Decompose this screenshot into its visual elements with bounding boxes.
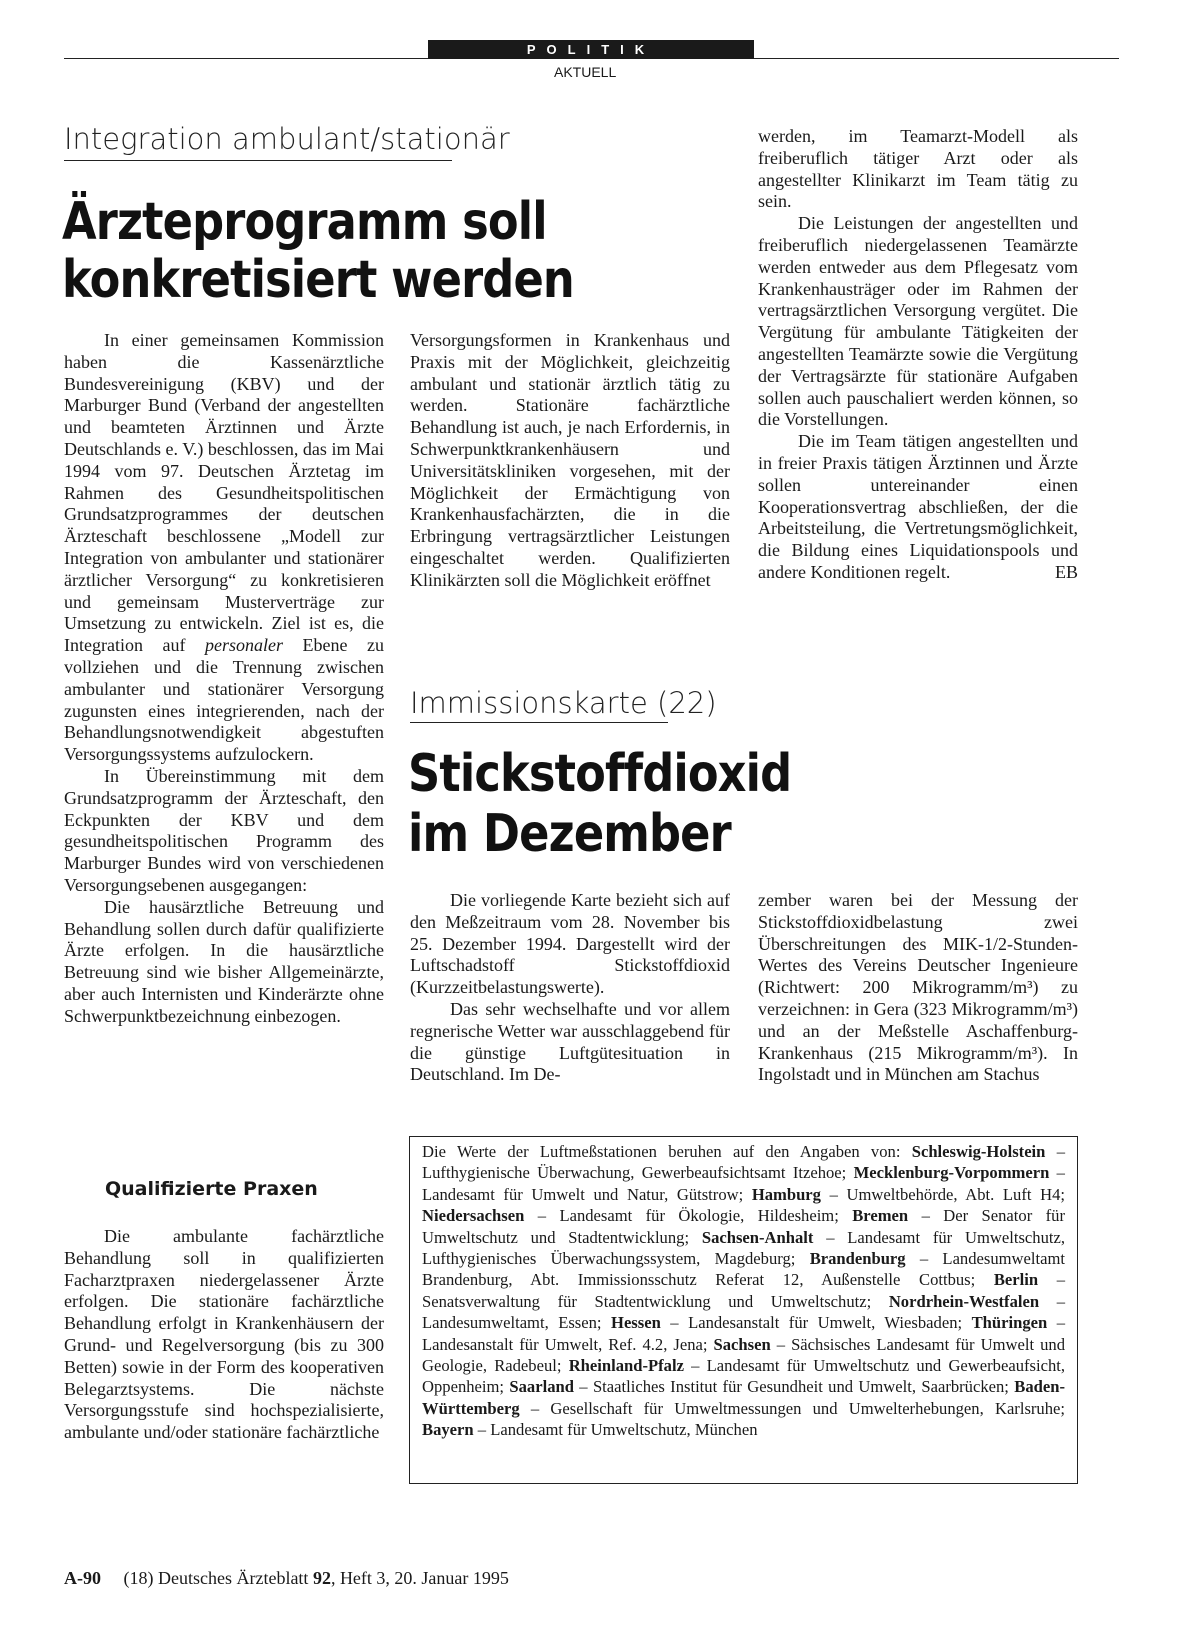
source-state: Brandenburg — [809, 1249, 906, 1269]
source-agency: – Landesamt für Ökologie, Hildesheim; — [524, 1206, 853, 1226]
article1-paragraph: In Übereinstimmung mit dem Grundsatzprogramm der Ärzteschaft, den Eckpunkten der KBV und dem gesundheitspolitischen Programm des Marburger Bundes wird von verschiedenen Versorgungsebenen ausgegangen: — [64, 765, 384, 895]
sources-list — [422, 1142, 1065, 1439]
article2-paragraph: Das sehr wechselhafte und vor allem regnerische Wetter war ausschlaggebend für die günstige Luftgütesituation in Deutschland. Im De- — [410, 998, 730, 1085]
source-agency: – Senatsverwaltung für Stadtentwicklung und Umweltschutz; — [422, 1270, 1066, 1311]
article2-headline-line2: im Dezember — [408, 804, 731, 864]
volume-number: 92 — [312, 1568, 331, 1588]
page-number: A-90 — [64, 1568, 101, 1588]
article1-paragraph: Die hausärztliche Betreuung und Behandlung sollen durch dafür qualifizierte Ärzte erfolgen. In die hausärztliche Betreuung sind wie bisher Allgemeinärzte, aber auch Internisten und Kinderärzte ohne Schwerpunktbezeichnung einbezogen. — [64, 896, 384, 1026]
source-agency: – Umweltbehörde, Abt. Luft H4; — [820, 1184, 1065, 1204]
source-state: Niedersachsen — [422, 1206, 525, 1226]
article2-headline-line1: Stickstoffdioxid — [408, 744, 792, 804]
source-state: Sachsen — [713, 1334, 771, 1354]
source-state: Rheinland-Pfalz — [568, 1356, 684, 1376]
article1-kicker-rule — [64, 160, 452, 161]
source-state: Baden-Württemberg — [422, 1377, 1065, 1418]
article1-paragraph: Versorgungsformen in Krankenhaus und Praxis mit der Möglichkeit, gleichzeitig ambulant und stationär ärztlich tätig zu werden. Stationäre fachärztliche Behandlung ist auch, je nach Erfordernis, in Schwerpunktkrankenhäusern und Universitätskliniken vorgesehen, mit der Möglichkeit der Ermächtigung von Krankenhausfachärzten, die in die Erbringung vertragsärztlicher Leistungen eingeschaltet werden. Qualifizierten Klinikärzten soll die Möglichkeit eröffnet — [410, 330, 730, 590]
article1-headline-line2: konkretisiert werden — [62, 250, 574, 310]
source-agency: – Lufthygienische Überwachung, Gewerbeaufsichtsamt Itzehoe; — [422, 1142, 1065, 1183]
article1-column-1 — [64, 330, 384, 1028]
article1-paragraph: Die Leistungen der angestellten und freiberuflich niedergelassenen Teamärzte werden entweder aus dem Pflegesatz vom Krankenhausträger oder im Rahmen der vertragsärztlichen Versorgung vergütet. Die Vergütung für ambulante Tätigkeiten der angestellten Teamärzte sowie die Vergütung der Vertragsärzte für stationäre Aufgaben sollen auch pauschaliert werden können, so die Vorstellungen. — [758, 213, 1078, 430]
source-agency: – Landesamt für Umwelt und Natur, Gütstrow; — [422, 1163, 1065, 1204]
source-state: Thüringen — [971, 1313, 1048, 1333]
source-agency: – Landesamt für Umweltschutz, Lufthygienisches Überwachungssystem, Magdeburg; — [422, 1227, 1065, 1269]
article1-column-3 — [758, 126, 1078, 584]
source-agency: – Landesanstalt für Umwelt, Wiesbaden; — [660, 1313, 972, 1333]
source-state: Sachsen-Anhalt — [701, 1227, 814, 1247]
measurement-sources-box — [409, 1136, 1078, 1484]
source-state: Bremen — [852, 1206, 909, 1226]
issue-info-post: , Heft 3, 20. Januar 1995 — [330, 1568, 509, 1588]
article1-column-2 — [410, 330, 730, 592]
source-state: Nordrhein-Westfalen — [888, 1291, 1040, 1311]
article1-headline-line1: Ärzteprogramm soll — [62, 192, 547, 252]
article2-kicker: Immissionskarte (22) — [410, 686, 717, 720]
article1-paragraph: Die ambulante fachärztliche Behandlung soll in qualifizierten Facharztpraxen niedergelassener Ärzte erfolgen. Die stationäre fachärztliche Behandlung erfolgt in Krankenhäusern der Grund- und Regelversorgung (bis zu 300 Betten) sowie in der Form des kooperativen Belegarztsystems. Die nächste Versorgungsstufe sind hochspezialisierte, ambulante und/oder stationäre fachärztliche — [64, 1226, 384, 1443]
source-agency: – Landesanstalt für Umwelt, Ref. 4.2, Jena; — [422, 1313, 1066, 1354]
source-agency: – Sächsisches Landesamt für Umwelt und Geologie, Radebeul; — [422, 1334, 1065, 1376]
article1-paragraph: In einer gemeinsamen Kommission haben die Kassenärztliche Bundesvereinigung (KBV) und der Marburger Bund (Verband der angestellten und beamteten Ärztinnen und Ärzte Deutschlands e. V.) beschlossen, das im Mai 1994 vom 97. Deutschen Ärztetag im Rahmen des Gesundheitspolitischen Grundsatzprogrammes der deutschen Ärzteschaft beschlossene „Modell zur Integration von ambulanter und stationärer ärztlicher Versorgung“ zu konkretisieren und gemeinsam Musterverträge zur Umsetzung zu entwickeln. Ziel ist es, die Integration auf personaler Ebene zu vollziehen und die Trennung zwischen ambulanter und stationärer Versorgung zugunsten eines integrierenden, nach der Behandlungsnotwendigkeit abgestuften Versorgungssystems aufzulockern. — [64, 330, 385, 765]
source-agency: – Landesamt für Umweltschutz, München — [473, 1420, 758, 1440]
article1-kicker: Integration ambulant/stationär — [64, 122, 510, 156]
section-label: POLITIK — [428, 40, 754, 59]
article1-column-1-continued — [64, 1226, 384, 1444]
article2-column-1 — [410, 890, 730, 1086]
source-agency: – Landesumweltamt Brandenburg, Abt. Immissionsschutz Referat 12, Außenstelle Cottbus; — [422, 1249, 1066, 1290]
source-state: Bayern — [422, 1420, 474, 1440]
source-state: Saarland — [509, 1377, 574, 1397]
article1-paragraph: Die im Team tätigen angestellten und in freier Praxis tätigen Ärztinnen und Ärzte sollen untereinander einen Kooperationsvertrag abschließen, der die Arbeitsteilung, die Vertretungsmöglichkeit, die Bildung eines Liquidationspools und andere Konditionen regelt. EB — [758, 431, 1078, 582]
sources-intro: Die Werte der Luftmeßstationen beruhen auf den Angaben von: — [422, 1142, 912, 1161]
source-agency: – Staatliches Institut für Gesundheit und Umwelt, Saarbrücken; — [573, 1377, 1015, 1397]
source-state: Mecklenburg-Vorpommern — [853, 1163, 1050, 1183]
article2-paragraph: Die vorliegende Karte bezieht sich auf den Meßzeitraum vom 28. November bis 25. Dezember 1994. Dargestellt wird der Luftschadstoff Stickstoffdioxid (Kurzzeitbelastungswerte). — [410, 890, 730, 998]
source-agency: – Der Senator für Umweltschutz und Stadtentwicklung; — [422, 1206, 1065, 1247]
article2-paragraph: zember waren bei der Messung der Stickstoffdioxidbelastung zwei Überschreitungen des MIK-1/2-Stunden-Wertes des Vereins Deutscher Ingenieure (Richtwert: 200 Mikrogramm/m³) zu verzeichnen: in Gera (323 Mikrogramm/m³) und an der Meßstelle Aschaffenburg-Krankenhaus (215 Mikrogramm/m³). In Ingolstadt und in München am Stachus — [758, 890, 1078, 1085]
article2-kicker-rule — [410, 722, 668, 723]
subsection-label: AKTUELL — [554, 64, 617, 80]
article1-subheading: Qualifizierte Praxen — [105, 1178, 318, 1200]
author-signature: EB — [1054, 561, 1078, 582]
source-agency: – Landesamt für Umweltschutz und Gewerbeaufsicht, Oppenheim; — [422, 1356, 1065, 1397]
source-state: Schleswig-Holstein — [911, 1142, 1046, 1161]
article1-paragraph: werden, im Teamarzt-Modell als freiberuflich tätiger Arzt oder als angestellter Klinikarzt im Team tätig zu sein. — [758, 126, 1078, 212]
source-agency: – Landesumweltamt, Essen; — [422, 1291, 1065, 1333]
source-state: Hessen — [611, 1313, 661, 1333]
page-footer — [64, 1568, 509, 1589]
issue-info-pre: (18) Deutsches Ärzteblatt — [123, 1568, 313, 1588]
source-agency: – Gesellschaft für Umweltmessungen und Umwelterhebungen, Karlsruhe; — [519, 1398, 1065, 1418]
source-state: Hamburg — [751, 1184, 821, 1204]
source-state: Berlin — [993, 1270, 1039, 1290]
article2-column-2 — [758, 890, 1078, 1086]
